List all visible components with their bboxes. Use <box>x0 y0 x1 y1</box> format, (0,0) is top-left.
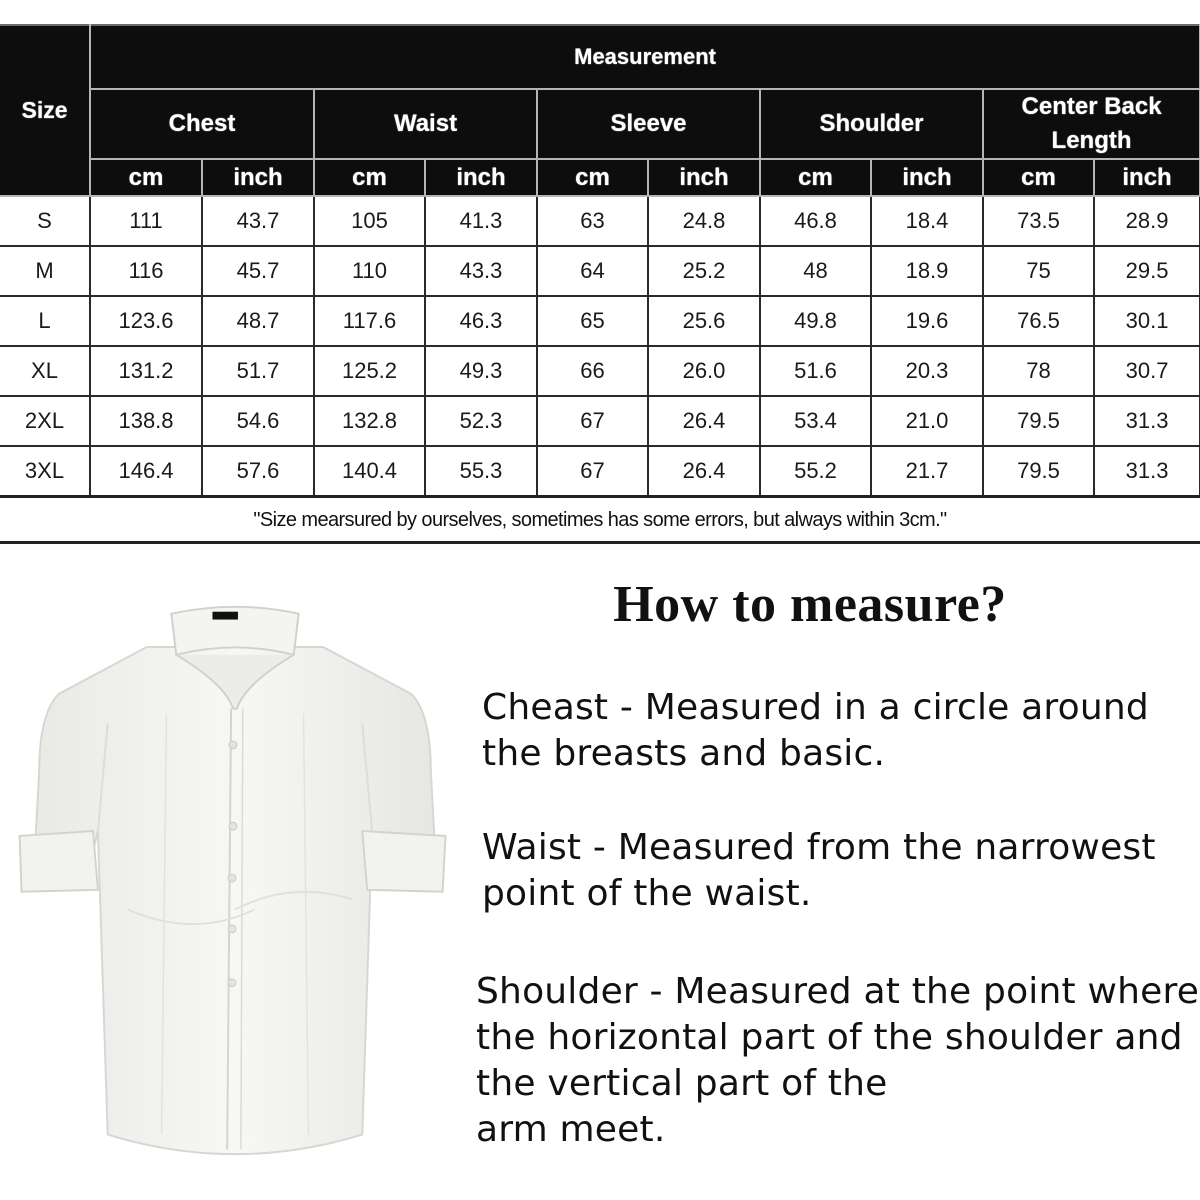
waist-cm-cell: 140.4 <box>314 446 425 496</box>
chest-cm-cell: 138.8 <box>90 396 202 446</box>
sleeve-cm-cell: 67 <box>537 396 648 446</box>
chest-cm-cell: 111 <box>90 196 202 246</box>
unit-header-cm: cm <box>983 159 1094 196</box>
length-cm-cell: 73.5 <box>983 196 1094 246</box>
shoulder-inch-cell: 18.4 <box>871 196 983 246</box>
sleeve-inch-cell: 26.0 <box>648 346 760 396</box>
unit-header-cm: cm <box>314 159 425 196</box>
shoulder-inch-cell: 20.3 <box>871 346 983 396</box>
instruction-line: the vertical part of the <box>476 1063 888 1104</box>
instruction-line: Shoulder - Measured at the point where <box>476 971 1200 1012</box>
shoulder-measure-instruction <box>476 969 1199 1153</box>
brand-label <box>212 612 237 620</box>
measurement-header: Measurement <box>90 25 1200 89</box>
chest-inch-cell: 48.7 <box>202 296 314 346</box>
unit-header-inch: inch <box>648 159 760 196</box>
unit-header-inch: inch <box>871 159 983 196</box>
unit-header-inch: inch <box>1094 159 1200 196</box>
length-inch-cell: 31.3 <box>1094 396 1200 446</box>
size-chart-table <box>0 24 1200 498</box>
instruction-line: Cheast - Measured in a circle around <box>482 687 1149 728</box>
size-cell: L <box>0 296 90 346</box>
length-cm-cell: 79.5 <box>983 396 1094 446</box>
chest-cm-cell: 123.6 <box>90 296 202 346</box>
shoulder-inch-cell: 19.6 <box>871 296 983 346</box>
shoulder-cm-cell: 46.8 <box>760 196 871 246</box>
center-back-length-header <box>983 89 1200 159</box>
shoulder-header: Shoulder <box>760 89 983 159</box>
waist-measure-instruction <box>482 825 1156 917</box>
length-inch-cell: 31.3 <box>1094 446 1200 496</box>
shoulder-cm-cell: 55.2 <box>760 446 871 496</box>
table-row-3xl <box>0 446 1200 496</box>
shoulder-inch-cell: 21.0 <box>871 396 983 446</box>
sleeve-inch-cell: 24.8 <box>648 196 760 246</box>
waist-cm-cell: 110 <box>314 246 425 296</box>
length-inch-cell: 30.1 <box>1094 296 1200 346</box>
shoulder-inch-cell: 18.9 <box>871 246 983 296</box>
shirt-illustration <box>0 585 470 1175</box>
size-cell: M <box>0 246 90 296</box>
sleeve-cm-cell: 63 <box>537 196 648 246</box>
length-cm-cell: 75 <box>983 246 1094 296</box>
instruction-line: arm meet. <box>476 1109 666 1150</box>
sleeve-inch-cell: 26.4 <box>648 396 760 446</box>
waist-inch-cell: 41.3 <box>425 196 537 246</box>
size-cell: S <box>0 196 90 246</box>
waist-inch-cell: 43.3 <box>425 246 537 296</box>
instruction-line: the breasts and basic. <box>482 733 886 774</box>
chest-header: Chest <box>90 89 314 159</box>
center-back-length-line1: Center Back <box>1021 93 1162 120</box>
sleeve-cm-cell: 67 <box>537 446 648 496</box>
unit-header-cm: cm <box>90 159 202 196</box>
waist-cm-cell: 117.6 <box>314 296 425 346</box>
chest-inch-cell: 43.7 <box>202 196 314 246</box>
waist-cm-cell: 105 <box>314 196 425 246</box>
how-to-measure-title: How to measure? <box>613 576 1007 633</box>
length-cm-cell: 79.5 <box>983 446 1094 496</box>
waist-header: Waist <box>314 89 537 159</box>
product-image-shirt <box>0 585 470 1175</box>
shoulder-cm-cell: 53.4 <box>760 396 871 446</box>
table-row-2xl <box>0 396 1200 446</box>
chest-cm-cell: 131.2 <box>90 346 202 396</box>
instruction-line: point of the waist. <box>482 873 812 914</box>
waist-inch-cell: 55.3 <box>425 446 537 496</box>
waist-inch-cell: 46.3 <box>425 296 537 346</box>
chest-inch-cell: 45.7 <box>202 246 314 296</box>
waist-cm-cell: 125.2 <box>314 346 425 396</box>
center-back-length-line2: Length <box>1051 127 1132 154</box>
size-cell: XL <box>0 346 90 396</box>
size-cell: 3XL <box>0 446 90 496</box>
instruction-line: the horizontal part of the shoulder and <box>476 1017 1183 1058</box>
chest-cm-cell: 146.4 <box>90 446 202 496</box>
waist-inch-cell: 52.3 <box>425 396 537 446</box>
size-cell: 2XL <box>0 396 90 446</box>
shoulder-cm-cell: 51.6 <box>760 346 871 396</box>
sleeve-inch-cell: 25.6 <box>648 296 760 346</box>
size-column-header: Size <box>0 25 90 196</box>
table-row-xl <box>0 346 1200 396</box>
length-inch-cell: 29.5 <box>1094 246 1200 296</box>
size-disclaimer-note: "Size mearsured by ourselves, sometimes has some errors, but always within 3cm." <box>0 500 1200 544</box>
chest-measure-instruction <box>482 685 1149 777</box>
instruction-line: Waist - Measured from the narrowest <box>482 827 1156 868</box>
waist-cm-cell: 132.8 <box>314 396 425 446</box>
sleeve-cm-cell: 64 <box>537 246 648 296</box>
chest-inch-cell: 57.6 <box>202 446 314 496</box>
shoulder-cm-cell: 49.8 <box>760 296 871 346</box>
unit-header-inch: inch <box>425 159 537 196</box>
table-row-l <box>0 296 1200 346</box>
unit-header-inch: inch <box>202 159 314 196</box>
chest-inch-cell: 51.7 <box>202 346 314 396</box>
waist-inch-cell: 49.3 <box>425 346 537 396</box>
chest-cm-cell: 116 <box>90 246 202 296</box>
sleeve-cm-cell: 65 <box>537 296 648 346</box>
unit-header-cm: cm <box>537 159 648 196</box>
sleeve-cm-cell: 66 <box>537 346 648 396</box>
unit-header-cm: cm <box>760 159 871 196</box>
length-cm-cell: 78 <box>983 346 1094 396</box>
sleeve-inch-cell: 25.2 <box>648 246 760 296</box>
table-row-s <box>0 196 1200 246</box>
shoulder-cm-cell: 48 <box>760 246 871 296</box>
sleeve-header: Sleeve <box>537 89 760 159</box>
table-row-m <box>0 246 1200 296</box>
length-inch-cell: 28.9 <box>1094 196 1200 246</box>
shoulder-inch-cell: 21.7 <box>871 446 983 496</box>
length-inch-cell: 30.7 <box>1094 346 1200 396</box>
length-cm-cell: 76.5 <box>983 296 1094 346</box>
sleeve-inch-cell: 26.4 <box>648 446 760 496</box>
chest-inch-cell: 54.6 <box>202 396 314 446</box>
